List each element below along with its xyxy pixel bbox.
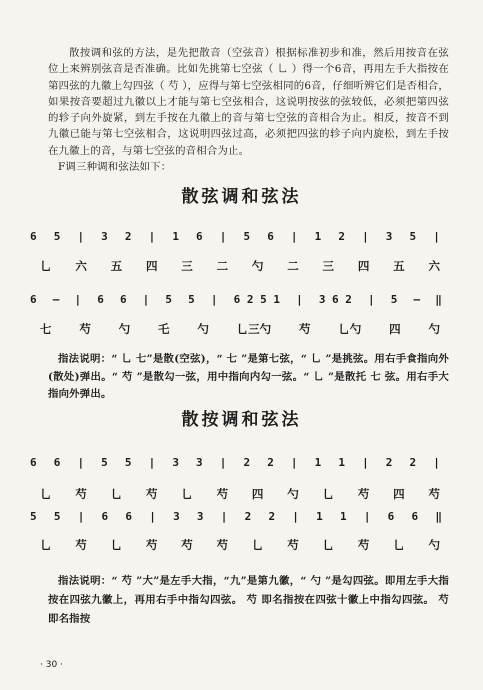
tab-char: 勺 — [428, 538, 440, 552]
tab-char: 乇 — [157, 322, 170, 336]
barline: | — [433, 456, 440, 469]
barline: | — [77, 510, 85, 523]
barline: | — [290, 456, 298, 469]
tab-char: 乚 — [181, 487, 193, 501]
note: 6 — [125, 510, 132, 523]
barline: | — [296, 293, 303, 306]
note: 6 — [53, 456, 61, 469]
note: 2 — [244, 510, 252, 523]
tab-char: 芍 — [357, 538, 370, 552]
note: 5 — [390, 293, 398, 306]
note: 6 — [267, 230, 274, 243]
tab-char: 乚勺 — [338, 322, 362, 336]
note: 1 — [172, 230, 179, 243]
tab-char: 乚 — [322, 487, 334, 501]
note: 5 — [409, 230, 417, 243]
tab-char: 芍 — [79, 322, 91, 336]
note: 6 — [196, 230, 203, 243]
note: 2 — [124, 230, 132, 243]
tab-char: 乚 — [322, 538, 334, 552]
note: 1 — [339, 510, 347, 523]
note: 1 — [338, 456, 345, 469]
barline: | — [220, 510, 228, 523]
tab-char: 乚 — [110, 487, 123, 501]
tab-char: 芍 — [287, 538, 299, 552]
note: 1 — [316, 510, 323, 523]
note: 3 — [385, 230, 393, 243]
tab-char: 四 — [389, 322, 401, 336]
barline: | — [368, 293, 375, 306]
note: 3 — [172, 456, 179, 469]
tab-char: 乚 — [40, 259, 52, 273]
tab-char: 乚三勺 — [236, 322, 272, 336]
tab-char: 芍 — [145, 487, 158, 501]
section1-notation-row1 — [30, 230, 440, 243]
note: 6 — [30, 456, 37, 469]
barline: | — [362, 230, 369, 243]
barline: | — [292, 510, 299, 523]
barline: | — [74, 293, 82, 306]
tab-char: 六 — [428, 259, 440, 273]
tab-char: 乚 — [393, 538, 405, 552]
note: 2 — [267, 456, 274, 469]
note: 3 — [196, 510, 204, 523]
tab-char: 勺 — [428, 322, 440, 336]
tab-char: 二 — [216, 259, 229, 273]
fingering-note-1-text: 指法说明：“ 乚 七”是散(空弦)，“ 七 ”是第七弦，“ 乚 ”是挑弦。用右手食指向外(散处)弹出。“ 芍 ”是散勾一弦，用中指向内勾一弦。“ 乚 ”是散托 七 弦。用右手大指向外弹出。 — [48, 353, 449, 400]
section1-tablature-row2 — [40, 321, 440, 337]
note: 5 — [124, 456, 132, 469]
barline: | — [149, 510, 156, 523]
tab-char: 四 — [145, 259, 158, 273]
tab-char: 四 — [251, 487, 264, 501]
barline: | — [362, 456, 369, 469]
note: 3 — [101, 230, 108, 243]
section2-notation-row2 — [30, 510, 440, 523]
note: 5 — [188, 293, 195, 306]
tab-char: 芍 — [298, 322, 311, 336]
note: 6 — [101, 510, 109, 523]
tab-char: 芍 — [216, 538, 229, 552]
tab-char: 勺 — [251, 259, 264, 273]
note: 5 — [165, 293, 173, 306]
tab-char: 三 — [322, 259, 334, 273]
note: 6 — [387, 510, 395, 523]
tab-char: 乚 — [110, 538, 123, 552]
tab-char: 芍 — [181, 538, 193, 552]
barline: | — [142, 293, 150, 306]
barline: | — [148, 456, 156, 469]
barline: | — [77, 230, 85, 243]
note: 1 — [314, 456, 322, 469]
tab-char: 芍 — [145, 538, 158, 552]
tab-char: 四 — [393, 487, 405, 501]
tab-char: 四 — [357, 259, 370, 273]
tab-char: 乚 — [40, 487, 52, 501]
note: 5 — [101, 456, 108, 469]
note: 2 — [268, 510, 276, 523]
note: 6 — [30, 293, 37, 306]
barline: | — [363, 510, 371, 523]
section2-tablature-row1 — [40, 486, 440, 502]
fingering-note-2 — [48, 572, 449, 629]
tab-char: 芍 — [428, 487, 440, 501]
tab-char: 芍 — [75, 487, 87, 501]
note: 3 — [196, 456, 203, 469]
barline: | — [290, 230, 298, 243]
tab-char: 七 — [40, 322, 52, 336]
intro-lead-in: F调三种调和弦法如下： — [58, 161, 172, 174]
note-group: 3 6 2 — [318, 293, 352, 306]
note: 2 — [243, 456, 251, 469]
note: 2 — [385, 456, 393, 469]
note: 2 — [338, 230, 345, 243]
tab-char: 乚 — [251, 538, 264, 552]
note: 5 — [53, 510, 61, 523]
tab-char: 勺 — [118, 322, 131, 336]
note-group: 6 2 5 1 — [233, 293, 280, 306]
fingering-note-1 — [48, 351, 449, 404]
tab-char: 三 — [181, 259, 193, 273]
note: 1 — [314, 230, 322, 243]
note: 2 — [409, 456, 417, 469]
tab-char: 二 — [287, 259, 299, 273]
note: 6 — [97, 293, 104, 306]
dash: — — [413, 293, 420, 306]
note: 5 — [53, 230, 61, 243]
tab-char: 六 — [75, 259, 87, 273]
barline: | — [77, 456, 85, 469]
note: 6 — [30, 230, 37, 243]
section1-tablature-row1 — [40, 258, 440, 274]
dash: — — [52, 293, 59, 306]
barline: | — [210, 293, 218, 306]
section1-notation-row2 — [30, 293, 440, 306]
tab-char: 五 — [110, 259, 123, 273]
intro-text — [48, 45, 449, 175]
note: 6 — [119, 293, 127, 306]
section2-tablature-row2 — [40, 537, 440, 553]
tab-char: 乚 — [40, 538, 52, 552]
tab-char: 勺 — [287, 487, 299, 501]
tab-char: 芍 — [75, 538, 87, 552]
tab-char: 勺 — [197, 322, 209, 336]
final-barline: ‖ — [435, 510, 440, 523]
note: 5 — [243, 230, 251, 243]
section2-notation-row1 — [30, 456, 440, 469]
barline: | — [219, 456, 227, 469]
note: 3 — [173, 510, 180, 523]
page-number: · 30 · — [40, 660, 63, 670]
tab-char: 芍 — [357, 487, 370, 501]
section1-title: 散弦调和弦法 — [181, 187, 302, 207]
note: 5 — [30, 510, 37, 523]
barline: | — [148, 230, 156, 243]
barline: | — [219, 230, 227, 243]
fingering-note-2-text: 指法说明：“ 芍 ”大”是左手大指，“九”是第九徽，“ 勺 ”是勾四弦。即用左手大指按在四弦九徽上，再用右手中指勾四弦。 芍 即名指按在四弦十徽上中指勾四弦。 芍 即名指按 — [48, 575, 449, 625]
tab-char: 芍 — [216, 487, 229, 501]
final-barline: ‖ — [435, 293, 440, 306]
section2-title: 散按调和弦法 — [181, 410, 302, 430]
barline: | — [433, 230, 440, 243]
tab-char: 五 — [393, 259, 405, 273]
intro-paragraph: 散按调和弦的方法，是先把散音（空弦音）根据标准初步和准，然后用按音在弦位上来辨别弦音是否准确。比如先挑第七空弦（ 乚 ）得一个6音，再用左手大指按在第四弦的九徽上勾四弦（ 芍 ），应得与第七空弦相同的6音，仔细听辨它们是否相合，如果按音要超过九徽以上才能与第七空弦相合，这说明按弦的弦较低，必须把第四弦的轸子向外旋紧，到左手按在九徽上的音与第七空弦的音相合为止。相反，按音不到九徽已能与第七空弦相合，这说明四弦过高，必须把四弦的轸子向内旋松，到左手按在九徽上的音，与第七空弦的音相合为止。 — [48, 47, 449, 157]
note: 6 — [411, 510, 419, 523]
